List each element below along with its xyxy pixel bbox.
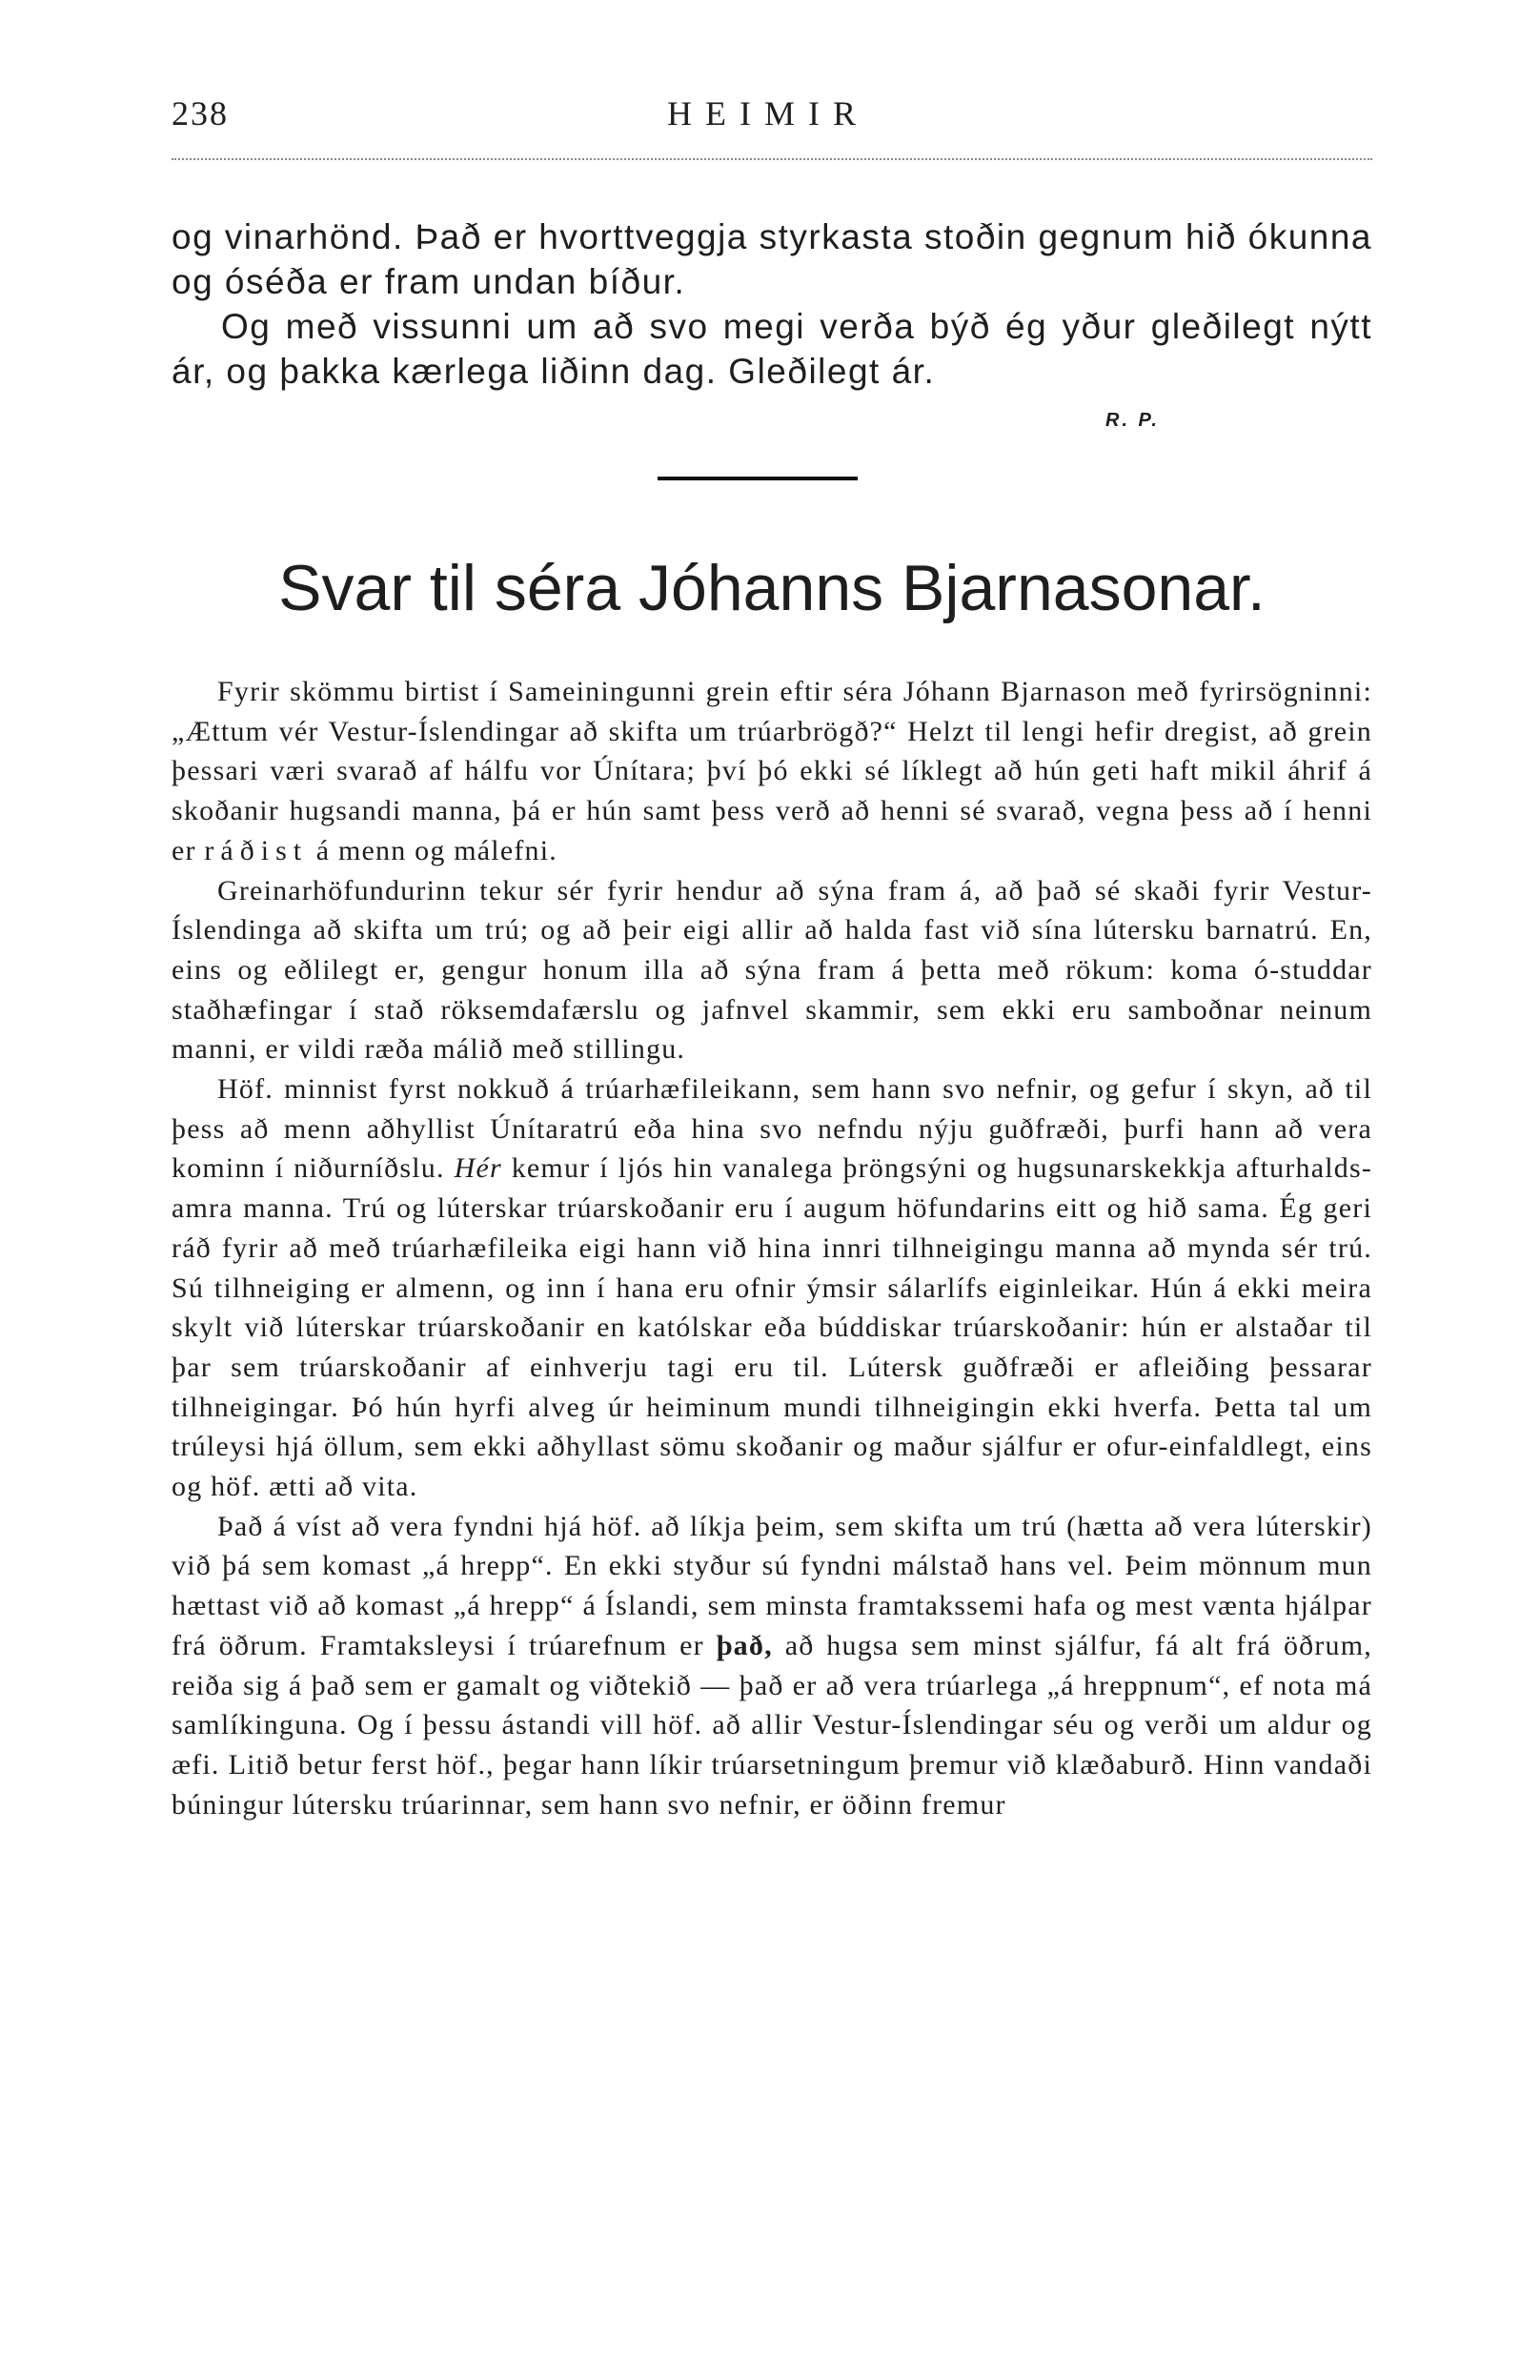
paragraph-4-text-b: að hugsa sem minst sjálfur, fá alt frá öðrum, reiða sig á það sem er gamalt og viðtekið — það er að vera trúarlega „á hreppnum“, ef nota má samlíkinguna. Og í þessu ástandi vill höf. að allir Vestur-Íslendingar séu og verði um aldur og æfi. Litið betur ferst höf., þegar hann líkir trúarsetningum þremur við klæðaburð. Hinn vandaði búningur lútersku trúarinnar, sem hann svo nefnir, er öðinn fremur <box>172 1629 1372 1821</box>
author-signature: R. P. <box>1105 410 1160 431</box>
paragraph-3-text-b: kemur í ljós hin vanalega þröngsýni og hugsunarskekkja afturhalds-amra manna. Trú og lúterskar trúarskoðanir eru í augum höfundarins eitt og hið sama. Ég geri ráð fyrir að með trúarhæfileika eigi hann við hina innri tilhneigingu manna að mynda sér trú. Sú tilhneiging er almenn, og inn í hana eru ofnir ýmsir sálarlífs eiginleikar. Hún á ekki meira skylt við lúterskar trúarskoðanir en katólskar eða búddiskar trúarskoðanir: hún er alstaðar til þar sem trúarskoðanir af einhverju tagi eru til. Lútersk guðfræði er afleiðing þessarar tilhneigingar. Þó hún hyrfi alveg úr heiminum mundi tilhneigingin ekki hverfa. Þetta tal um trúleysi hjá öllum, sem ekki aðhyllast sömu skoðanir og maður sjálfur er ofur-einfaldlegt, eins og höf. ætti að vita. <box>172 1152 1373 1503</box>
closing-paragraph-2: Og með vissunni um að svo megi verða býð ég yður gleðilegt nýtt ár, og þakka kærlega liðinn dag. Gleðilegt ár. <box>172 307 1372 391</box>
page-number: 238 <box>172 94 229 132</box>
paragraph-1-text-b: á menn og málefni. <box>315 834 557 866</box>
paragraph-3-text-a: Höf. minnist fyrst nokkuð á trúarhæfileikann, sem hann svo nefnir, og gefur í skyn, að til þess að menn aðhyllist Únítaratrú eða hina svo nefndu nýju guðfræði, þurfi hann að vera kominn í niðurníðslu. <box>172 1073 1372 1185</box>
paragraph-4-text-a: Það á víst að vera fyndni hjá höf. að líkja þeim, sem skifta um trú (hætta að vera lúterskir) við þá sem komast „á hrepp“. En ekki styður sú fyndni málstað hans vel. Þeim mönnum mun hættast við að komast „á hrepp“ á Íslandi, sem minsta framtakssemi hafa og mest vænta hjálpar frá öðrum. Framtaksleysi í trúarefnum er <box>172 1510 1372 1661</box>
emphasized-word: ráðist <box>204 834 309 866</box>
closing-paragraph-1: og vinarhönd. Það er hvorttveggja styrkasta stoðin gegnum hið ókunna og óséða er fram undan bíður. <box>172 217 1373 301</box>
paragraph-1-text-a: Fyrir skömmu birtist í Sameiningunni grein eftir séra Jóhann Bjarnason með fyrirsögninni: „Ættum vér Vestur-Íslendingar að skifta um trúarbrögð?“ Helzt til lengi hefir dregist, að grein þessari væri svarað af hálfu vor Únítara; því þó ekki sé líklegt að hún geti haft mikil áhrif á skoðanir hugsandi manna, þá er hún samt þess verð að henni sé svarað, vegna þess að í henni er <box>172 676 1372 866</box>
italic-word: Hér <box>454 1152 502 1185</box>
article-title: Svar til séra Jóhanns Bjarnasonar. <box>278 552 1266 624</box>
bold-word: það, <box>716 1629 773 1661</box>
body-paragraph-3 <box>172 1069 1372 1507</box>
previous-article-ending <box>172 214 1372 394</box>
body-paragraph-2: Greinarhöfundurinn tekur sér fyrir hendur að sýna fram á, að það sé skaði fyrir Vestur-Íslendinga að skifta um trú; og að þeir eigi allir að halda fast við sína lútersku barnatrú. En, eins og eðlilegt er, gengur honum illa að sýna fram á þetta með rökum: koma ó-studdar staðhæfingar í stað röksemdafærslu og jafnvel skammir, sem ekki eru samboðnar neinum manni, er vildi ræða málið með stillingu. <box>172 874 1372 1066</box>
section-divider <box>658 477 858 480</box>
body-paragraph-4 <box>172 1507 1372 1825</box>
article-body <box>172 672 1372 1824</box>
running-head: HEIMIR <box>667 94 869 132</box>
body-paragraph-1 <box>172 672 1372 871</box>
header-divider <box>172 158 1372 160</box>
